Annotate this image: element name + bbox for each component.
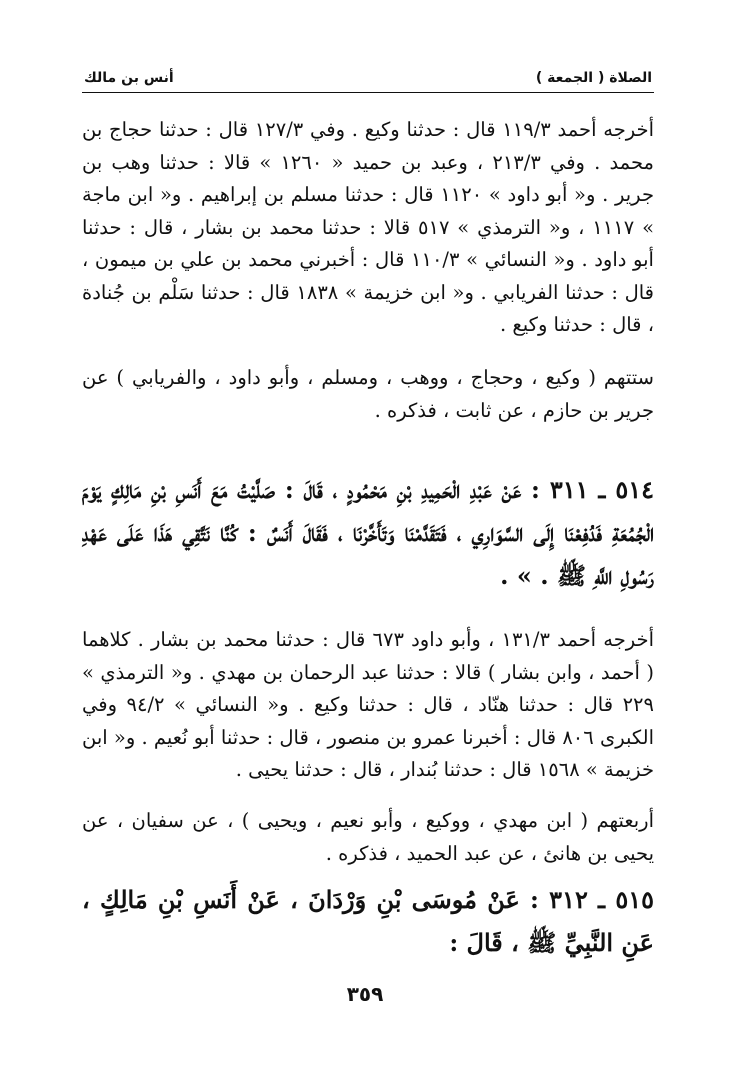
takhrij-paragraph-515-summary: أربعتهم ( ابن مهدي ، ووكيع ، وأبو نعيم ، ويحيى ) ، عن سفيان ، عن يحيى بن هانئ ، عن عبد الحميد ، فذكره . <box>82 809 654 865</box>
running-head-narrator: أنس بن مالك <box>84 70 174 86</box>
running-head-chapter: الصلاة ( الجمعة ) <box>535 70 652 86</box>
takhrij-paragraph-514-summary: ستتهم ( وكيع ، وحجاج ، ووهب ، ومسلم ، وأبو داود ، والفريابي ) عن جرير بن حازم ، عن ثابت ، فذكره . <box>82 366 654 422</box>
takhrij-paragraph-514-sources: أخرجه أحمد ١١٩/٣ قال : حدثنا وكيع . وفي ١٢٧/٣ قال : حدثنا حجاج بن محمد . وفي ٢١٣/٣ ، وعبد بن حميد « ١٢٦٠ » قالا : حدثنا وهب بن جرير . و« أبو داود » ١١٢٠ قال : حدثنا مسلم بن إبراهيم . و« ابن ماجة » ١١١٧ ، و« الترمذي » ٥١٧ قالا : حدثنا محمد بن بشار ، قال : حدثنا أبو داود . و« النسائي » ١١٠/٣ قال : أخبرني محمد بن علي بن ميمون ، قال : حدثنا الفريابي . و« ابن خزيمة » ١٨٣٨ قال : حدثنا سَلْم بن جُنادة ، قال : حدثنا وكيع . <box>82 118 655 336</box>
running-head <box>82 66 654 93</box>
hadith-text-515: ٥١٤ ـ ٣١١ : عَنْ عَبْدِ الْحَمِيدِ بْنِ مَحْمُودٍ ، قَالَ : صَلَّيْتُ مَعَ أَنَسِ بْنِ مَالِكٍ يَوْمَ الْجُمُعَةِ فَدُفِعْنَا إِلَى السَّوَارِي ، فَتَقَدَّمْنَا وَتَأَخَّرْنَا ، فَقَالَ أَنَسٌ : كُنَّا نَتَّقِي هَذَا عَلَى عَهْدِ رَسُولِ اللَّهِ ﷺ . » . <box>82 475 654 590</box>
takhrij-paragraph-515-sources: أخرجه أحمد ١٣١/٣ ، وأبو داود ٦٧٣ قال : حدثنا محمد بن بشار . كلاهما ( أحمد ، وابن بشار ) قالا : حدثنا عبد الرحمان بن مهدي . و« الترمذي » ٢٢٩ قال : حدثنا هنّاد ، قال : حدثنا وكيع . و« النسائي » ٩٤/٢ وفي الكبرى ٨٠٦ قال : أخبرنا عمرو بن منصور ، قال : حدثنا أبو نُعيم . و« ابن خزيمة » ١٥٦٨ قال : حدثنا بُندار ، قال : حدثنا يحيى . <box>82 628 654 781</box>
hadith-text-516: ٥١٥ ـ ٣١٢ : عَنْ مُوسَى بْنِ وَرْدَانَ ، عَنْ أَنَسِ بْنِ مَالِكٍ ، عَنِ النَّبِيِّ ﷺ ، قَالَ : <box>82 885 654 957</box>
page-number: ٣٥٩ <box>346 982 384 1006</box>
